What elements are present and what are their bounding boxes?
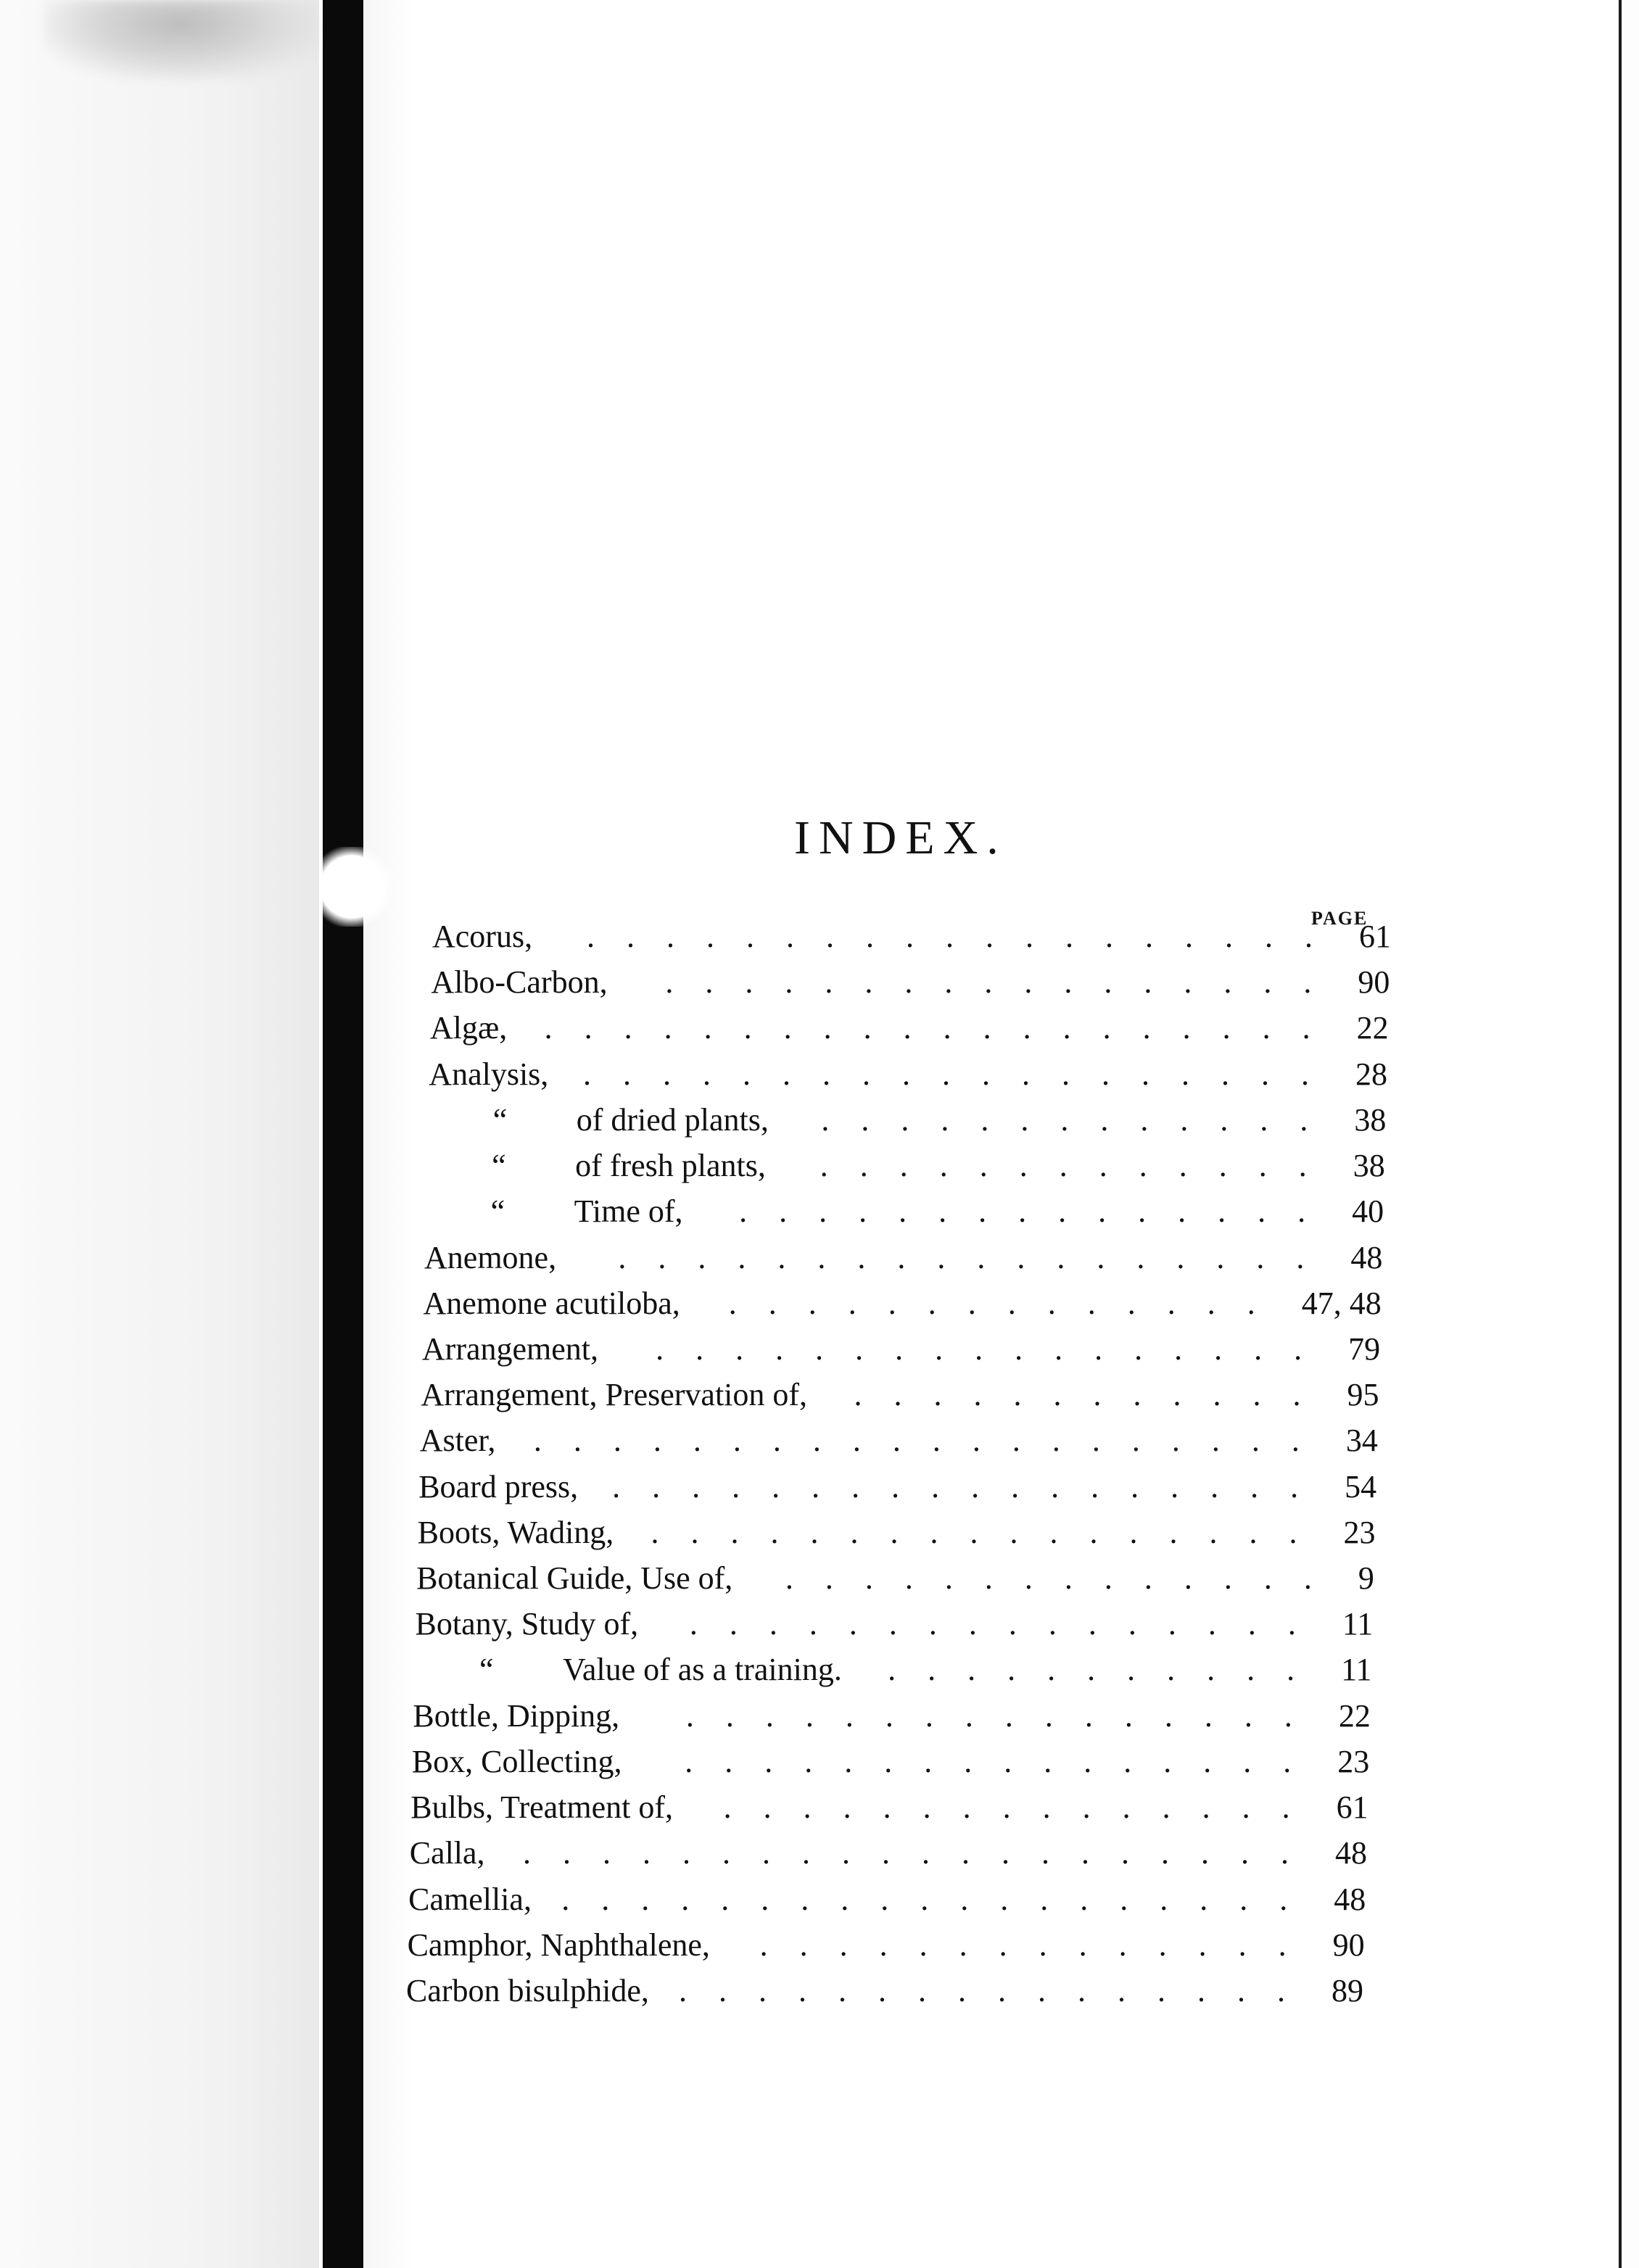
index-entry: [406, 1969, 1363, 2013]
entry-term: Arrangement,: [421, 1330, 599, 1367]
entry-page-number: 54: [1345, 1468, 1377, 1505]
index-entry: [430, 1006, 1389, 1050]
entry-page-number: 23: [1337, 1743, 1370, 1779]
index-entry: [421, 1373, 1379, 1417]
dot-leader: . . . . . . . . . . . . . . . .: [679, 1973, 1317, 2008]
entry-page-number: 48: [1334, 1835, 1367, 1871]
entry-page-number: 38: [1354, 1101, 1387, 1138]
entry-term: Carbon bisulphide,: [406, 1973, 649, 2008]
entry-page-number: 89: [1332, 1973, 1363, 2008]
entry-term: Board press,: [418, 1468, 579, 1505]
dot-leader: . . . . . . . . . . . . . . . . .: [656, 1330, 1334, 1367]
entry-page-number: 11: [1342, 1606, 1374, 1642]
index-entry: [431, 961, 1390, 1004]
entry-term: Aster,: [419, 1423, 496, 1459]
entry-page-number: 22: [1356, 1010, 1389, 1046]
entry-term: Bulbs, Treatment of,: [410, 1789, 674, 1826]
entry-term: Analysis,: [429, 1056, 549, 1092]
dot-leader: . . . . . . . . . . . . . . . . . . .: [561, 1881, 1320, 1917]
index-entry: [423, 1282, 1381, 1325]
entry-page-number: 90: [1358, 964, 1390, 1001]
dot-leader: . . . . . . . . . . .: [888, 1652, 1327, 1688]
entry-page-number: 28: [1355, 1056, 1388, 1092]
entry-page-number: 90: [1332, 1926, 1365, 1963]
entry-term: of fresh plants,: [575, 1148, 766, 1184]
entry-page-number: 95: [1347, 1377, 1379, 1413]
index-entry: [428, 1098, 1387, 1142]
index-entry: [418, 1465, 1376, 1509]
dot-leader: . . . . . . . . . . . . . . . . . .: [612, 1468, 1331, 1505]
index-entry: [408, 1878, 1366, 1921]
index-entry: [410, 1786, 1368, 1829]
page-smudge: [44, 0, 319, 80]
entry-term: Camphor, Naphthalene,: [407, 1926, 710, 1963]
index-entry: [429, 1053, 1387, 1096]
entry-term: Arrangement, Preservation of,: [421, 1377, 808, 1413]
dot-leader: . . . . . . . . . . . . . . .: [723, 1789, 1322, 1826]
entry-term: Bottle, Dipping,: [413, 1697, 620, 1734]
dot-leader: . . . . . . . . . . . .: [854, 1377, 1333, 1413]
left-blank-leaf: [0, 0, 319, 2268]
ditto-mark: “: [479, 1652, 494, 1688]
dot-leader: . . . . . . . . . . . . . . . .: [689, 1606, 1328, 1642]
outer-margin: [1622, 0, 1639, 2268]
dot-leader: . . . . . . . . . . . . . . . . . . . .: [544, 1010, 1342, 1046]
dot-leader: . . . . . . . . . . . . . . . . .: [665, 964, 1344, 1001]
entry-term: Time of,: [574, 1193, 683, 1230]
ditto-mark: “: [492, 1148, 506, 1184]
entry-page-number: 79: [1348, 1330, 1381, 1367]
dot-leader: . . . . . . . . . . . . . . . .: [685, 1743, 1324, 1779]
entry-term: Value of as a training.: [562, 1652, 842, 1688]
dot-leader: . . . . . . . . . . . . . . . . . . .: [583, 1056, 1342, 1092]
entry-term: Calla,: [409, 1835, 485, 1871]
dot-leader: . . . . . . . . . . . . . . . . . . .: [587, 919, 1345, 954]
dot-leader: . . . . . . . . . . . . . . . . .: [651, 1514, 1329, 1550]
entry-page-number: 34: [1345, 1423, 1378, 1459]
entry-term: Algæ,: [429, 1010, 508, 1046]
index-title: INDEX.: [794, 811, 1007, 864]
index-entry: [426, 1144, 1385, 1188]
index-entry: [424, 1236, 1382, 1280]
index-entry: [426, 1190, 1384, 1233]
dot-leader: . . . . . . . . . . . . . . . . . .: [618, 1239, 1337, 1275]
entry-term: Boots, Wading,: [417, 1514, 614, 1550]
index-entry: [420, 1419, 1378, 1462]
index-entry: [432, 915, 1391, 959]
index-entry: [416, 1557, 1374, 1600]
index-entry: [416, 1602, 1374, 1646]
index-entry: [408, 1924, 1365, 1967]
dot-leader: . . . . . . . . . . . . . . . . . . . .: [522, 1835, 1321, 1871]
index-entry: [422, 1328, 1380, 1371]
entry-term: Botanical Guide, Use of,: [416, 1560, 733, 1597]
dot-leader: . . . . . . . . . . . . . . . .: [685, 1697, 1324, 1734]
entry-term: Botany, Study of,: [415, 1606, 639, 1642]
entry-term: Albo-Carbon,: [431, 964, 608, 1001]
entry-term: Box, Collecting,: [411, 1743, 622, 1779]
dot-leader: . . . . . . . . . . . . . . .: [739, 1193, 1338, 1230]
entry-page-number: 61: [1336, 1789, 1368, 1826]
ditto-mark: “: [490, 1193, 505, 1230]
entry-term: of dried plants,: [576, 1101, 769, 1138]
entry-term: Anemone,: [424, 1239, 557, 1275]
ditto-mark: “: [492, 1101, 508, 1138]
dot-leader: . . . . . . . . . . . . . .: [785, 1560, 1344, 1597]
paper-tear: [319, 847, 392, 927]
dot-leader: . . . . . . . . . . . . .: [821, 1101, 1340, 1138]
entry-page-number: 9: [1358, 1560, 1374, 1597]
index-entry: [412, 1740, 1369, 1784]
entry-page-number: 23: [1343, 1514, 1376, 1550]
dot-leader: . . . . . . . . . . . . . .: [728, 1285, 1287, 1321]
entry-term: Acorus,: [432, 919, 533, 954]
index-entry: [414, 1648, 1372, 1692]
page-column-label: PAGE: [1311, 908, 1368, 929]
entry-term: Camellia,: [408, 1881, 532, 1917]
index-entry: [410, 1832, 1367, 1875]
book-spine-gutter: [323, 0, 363, 2268]
dot-leader: . . . . . . . . . . . . . .: [759, 1926, 1318, 1963]
dot-leader: . . . . . . . . . . . . . . . . . . . .: [533, 1423, 1332, 1459]
entry-term: Anemone acutiloba,: [423, 1285, 680, 1321]
entry-page-number: 40: [1352, 1193, 1384, 1230]
index-entry: [413, 1694, 1371, 1738]
entry-page-number: 11: [1341, 1652, 1372, 1688]
entry-page-number: 48: [1334, 1881, 1366, 1917]
dot-leader: . . . . . . . . . . . . .: [820, 1148, 1339, 1184]
entry-page-number: 61: [1359, 919, 1391, 954]
index-entry: [418, 1511, 1376, 1555]
entry-page-number: 22: [1338, 1697, 1371, 1734]
entry-page-number: 47, 48: [1301, 1285, 1382, 1321]
entry-page-number: 48: [1350, 1239, 1383, 1275]
entry-page-number: 38: [1353, 1148, 1385, 1184]
